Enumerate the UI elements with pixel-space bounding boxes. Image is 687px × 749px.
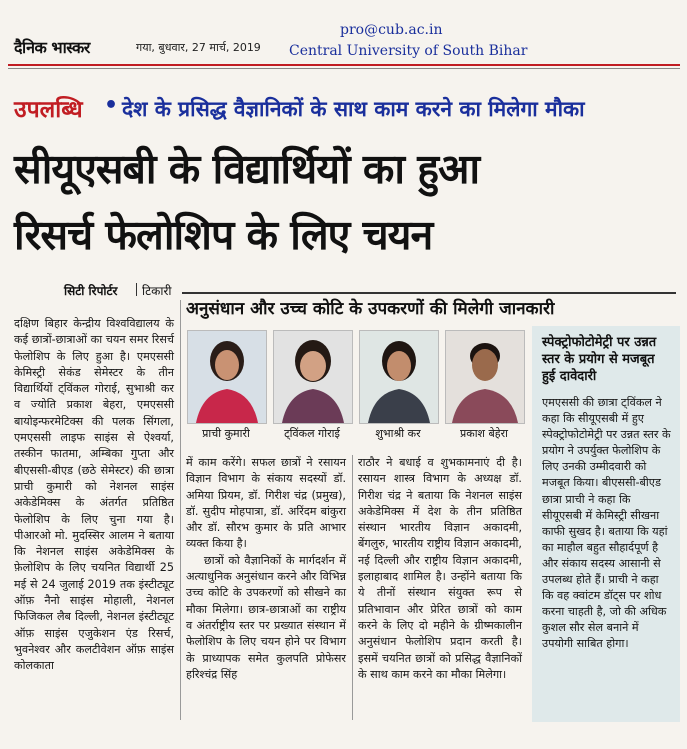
sidebar-body — [532, 391, 680, 653]
paragraph: राठौर ने बधाई व शुभकामनाएं दी है। रसायन शास्त्र विभाग के अध्यक्ष डॉ. गिरीश चंद्र ने बताया कि नेशनल साइंस अकेडेमिक्स में देश के तीन प्रतिष्ठित संस्थान भारतीय विज्ञान अकादमी, बेंगलुरु, भारतीय राष्ट्रीय विज्ञान अकादमी, नई दिल्ली और राष्ट्रीय विज्ञान अकादमी, इलाहाबाद शामिल है। उन्होंने बताया कि ये तीनों संस्थान संयुक्त रूप से प्रतिभावान और प्रेरित छात्रों को काम करने के लिए दो महीने के ग्रीष्मकालीन अनुसंधान फेलोशिप प्रदान करती है। इसमें चयनित छात्रों को प्रसिद्ध वैज्ञानिकों के साथ काम करने का मौका मिलेगा। — [358, 456, 522, 681]
section-heading: अनुसंधान और उच्च कोटि के उपकरणों की मिलेगी जानकारी — [186, 299, 555, 319]
column-rule-2 — [352, 455, 353, 720]
headline-line-1: सीयूएसबी के विद्यार्थियों का हुआ — [14, 145, 479, 193]
photo-caption: प्रकाश बेहेरा — [459, 427, 508, 440]
portrait-icon — [188, 331, 266, 423]
portrait-icon — [274, 331, 352, 423]
kicker-label: उपलब्धि — [14, 97, 83, 123]
portrait-icon — [446, 331, 524, 423]
sidebar-box — [532, 326, 680, 722]
paragraph: दक्षिण बिहार केन्द्रीय विश्वविद्यालय के कई छात्रों-छात्राओं का चयन समर रिसर्च फेलोशिप के लिए हुआ है। एमएससी केमिस्ट्री सेकंड सेमेस्टर के तीन विद्यार्थियों ट्विंकल गोराई, सुभाश्री कर व ज्योति प्रकाश बेहरा, एमएससी बायोइन्फरमेटिक्स की पलक सिंगला, एमएससी लाइफ साइंस से ऐश्वर्या, तस्कीन फातमा, अम्बिका गुप्ता और बीएससी-बीएड (छठे सेमेस्टर) की छात्रा प्राची कुमारी को नेशनल साइंस अकेडेमिक्स के अंतर्गत प्रतिष्ठित फेलोशिप के लिए चुना गया है। पीआरओ मो. मुदस्सिर आलम ने बताया कि नेशनल साइंस अकेडेमिक्स के फ़ेलोशिप के लिए चयनित विद्यार्थी 25 मई से 24 जुलाई 2019 तक इंस्टीट्यूट ऑफ़ नैनो साइंस मोहाली, नेशनल फिजिकल लैब दिल्ली, नेशनल इंस्टीट्यूट ऑफ़ साइंस एजुकेशन एंड रिसर्च, भुवनेश्वर और कलटीवेशन ऑफ़ साइंस कोलकाता — [14, 317, 174, 673]
article-column-3 — [358, 455, 522, 683]
photo-shubhashree — [359, 330, 439, 424]
paragraph: छात्रों को वैज्ञानिकों के मार्गदर्शन में अत्याधुनिक अनुसंधान करने और विभिन्न उच्च कोटि के उपकरणों को सीखने का मौका मिलेगा। छात्र-छात्राओं का राष्ट्रीय व अंतर्राष्ट्रीय स्तर पर प्रख्यात संस्थान में फेलोशिप के लिए चयन होने पर विभाग के प्राध्यापक समेत कुलपति प्रोफेसर हरिश्चंद्र सिंह — [186, 553, 346, 681]
portrait-icon — [360, 331, 438, 423]
article-column-1 — [14, 316, 174, 675]
paragraph: में काम करेंगे। सफल छात्रों ने रसायन विज्ञान विभाग के संकाय सदस्यों डॉ. अमिया प्रियम, डॉ. गिरीश चंद्र (प्रमुख), डॉ. सुदीप मोहपात्रा, डॉ. अरिंदम बांकुरा और डॉ. सौरभ कुमार के प्रति आभार व्यक्त किया है। — [186, 456, 346, 551]
photo-caption: ट्विंकल गोराई — [284, 427, 340, 440]
university-name: Central University of South Bihar — [289, 43, 528, 59]
column-rule-1 — [180, 300, 181, 720]
photo-twinkle — [273, 330, 353, 424]
newspaper-logo: दैनिक भास्कर — [14, 38, 90, 57]
section-rule — [182, 292, 676, 294]
byline-divider — [136, 283, 137, 296]
dateline: गया, बुधवार, 27 मार्च, 2019 — [136, 41, 261, 54]
article-column-2 — [186, 455, 346, 683]
photo-prachi — [187, 330, 267, 424]
masthead-rule-thin — [8, 68, 680, 69]
subheadline: देश के प्रसिद्ध वैज्ञानिकों के साथ काम करने का मिलेगा मौका — [122, 97, 585, 121]
photo-prakash — [445, 330, 525, 424]
contact-email: pro@cub.ac.in — [340, 22, 443, 38]
masthead-rule — [8, 64, 680, 66]
photo-caption: शुभाश्री कर — [375, 427, 421, 440]
byline-reporter: सिटी रिपोर्टर — [64, 284, 118, 298]
headline-line-2: रिसर्च फेलोशिप के लिए चयन — [14, 211, 433, 259]
sidebar-heading: स्पेक्ट्रोफोटोमेट्री पर उन्नत स्तर के प्रयोग से मजबूत हुई दावेदारी — [542, 335, 657, 384]
bullet-icon: • — [104, 93, 119, 118]
paragraph: एमएससी की छात्रा ट्विंकल ने कहा कि सीयूएसबी में हुए स्पेक्ट्रोफोटोमेट्री पर उन्नत स्तर के प्रयोग ने उपर्युक्त फेलोशिप के लिए उनकी उम्मीदवारी को मजबूत किया। बीएससी-बीएड छात्रा प्राची ने कहा कि सीयूएसबी में केमिस्ट्री सीखना काफी सुखद है। बताया कि यहां का माहौल बहुत सौहार्दपूर्ण है और संकाय सदस्य आसानी से उपलब्ध होते हैं। प्राची ने कहा कि वह क्वांटम डॉट्स पर शोध करना चाहती है, जो की अधिक कुशल सौर सेल बनाने में उपयोगी साबित होगा। — [542, 396, 671, 651]
byline-place: टिकारी — [142, 284, 172, 298]
photo-caption: प्राची कुमारी — [202, 427, 250, 440]
